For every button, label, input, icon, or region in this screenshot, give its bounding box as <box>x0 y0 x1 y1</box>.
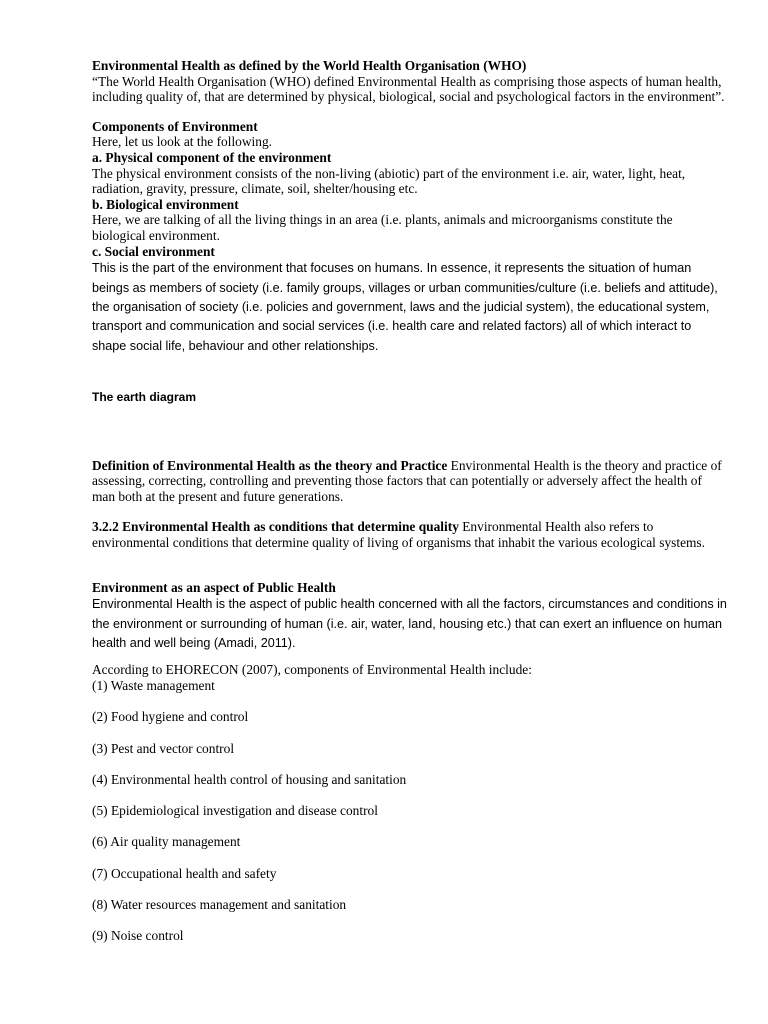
public-health-section <box>92 580 728 654</box>
physical-heading: a. Physical component of the environment <box>92 149 332 165</box>
definition-heading: Definition of Environmental Health as the theory and Practice <box>92 457 448 473</box>
definition-paragraph <box>92 458 728 505</box>
earth-diagram-label: The earth diagram <box>92 390 197 405</box>
definition-body: Environmental Health is the theory and practice of assessing, correcting, controlling and preventing those factors that can potentially or adversely affect the health of man both at the present and future generations. <box>92 457 722 504</box>
list-item: (8) Water resources management and sanitation <box>92 896 347 912</box>
ehorecon-section <box>92 662 728 943</box>
social-body: This is the part of the environment that focuses on humans. In essence, it represents the situation of human beings as members of society (i.e. family groups, villages or urban communities/culture (i.e. beliefs and attitude), the organisation of society (i.e. policies and government, laws and the judicial system), the educational system, transport and communication and social services (i.e. health care and related factors) all of which interact to shape social life, behaviour and other relationships. <box>92 261 718 353</box>
biological-heading: b. Biological environment <box>92 196 239 212</box>
list-item: (7) Occupational health and safety <box>92 865 277 881</box>
who-heading: Environmental Health as defined by the World Health Organisation (WHO) <box>92 58 527 73</box>
list-item: (9) Noise control <box>92 928 184 944</box>
biological-body: Here, we are talking of all the living things in an area (i.e. plants, animals and microorganisms constitute the biological environment. <box>92 212 673 243</box>
who-section <box>92 58 728 105</box>
list-item: (4) Environmental health control of housing and sanitation <box>92 771 407 787</box>
social-heading: c. Social environment <box>92 243 215 259</box>
conditions-heading: 3.2.2 Environmental Health as conditions that determine quality <box>92 519 459 535</box>
list-item: (6) Air quality management <box>92 834 241 850</box>
list-item: (5) Epidemiological investigation and disease control <box>92 803 378 819</box>
components-section <box>92 119 728 259</box>
conditions-paragraph <box>92 519 728 550</box>
document-page <box>92 58 728 944</box>
list-item: (2) Food hygiene and control <box>92 709 249 725</box>
components-heading: Components of Environment <box>92 118 258 134</box>
conditions-body: Environmental Health also refers to environmental conditions that determine quality of living of organisms that inhabit the various ecological systems. <box>92 519 705 550</box>
components-intro: Here, let us look at the following. <box>92 134 272 150</box>
public-health-body: Environmental Health is the aspect of public health concerned with all the factors, circumstances and conditions in the environment or surrounding of human (i.e. air, water, land, housing etc.) that can exert an influence on human health and well being (Amadi, 2011). <box>92 597 727 650</box>
list-item: (1) Waste management <box>92 677 215 693</box>
physical-body: The physical environment consists of the non-living (abiotic) part of the environment i.e. air, water, light, heat, radiation, gravity, pressure, climate, soil, shelter/housing etc. <box>92 165 686 197</box>
ehorecon-intro: According to EHORECON (2007), components of Environmental Health include: <box>92 662 532 678</box>
public-health-heading: Environment as an aspect of Public Health <box>92 579 336 595</box>
who-body: “The World Health Organisation (WHO) defined Environmental Health as comprising those aspects of human health, including quality of, that are determined by physical, biological, social and psychological factors in the environment”. <box>92 73 725 105</box>
list-item: (3) Pest and vector control <box>92 740 235 756</box>
